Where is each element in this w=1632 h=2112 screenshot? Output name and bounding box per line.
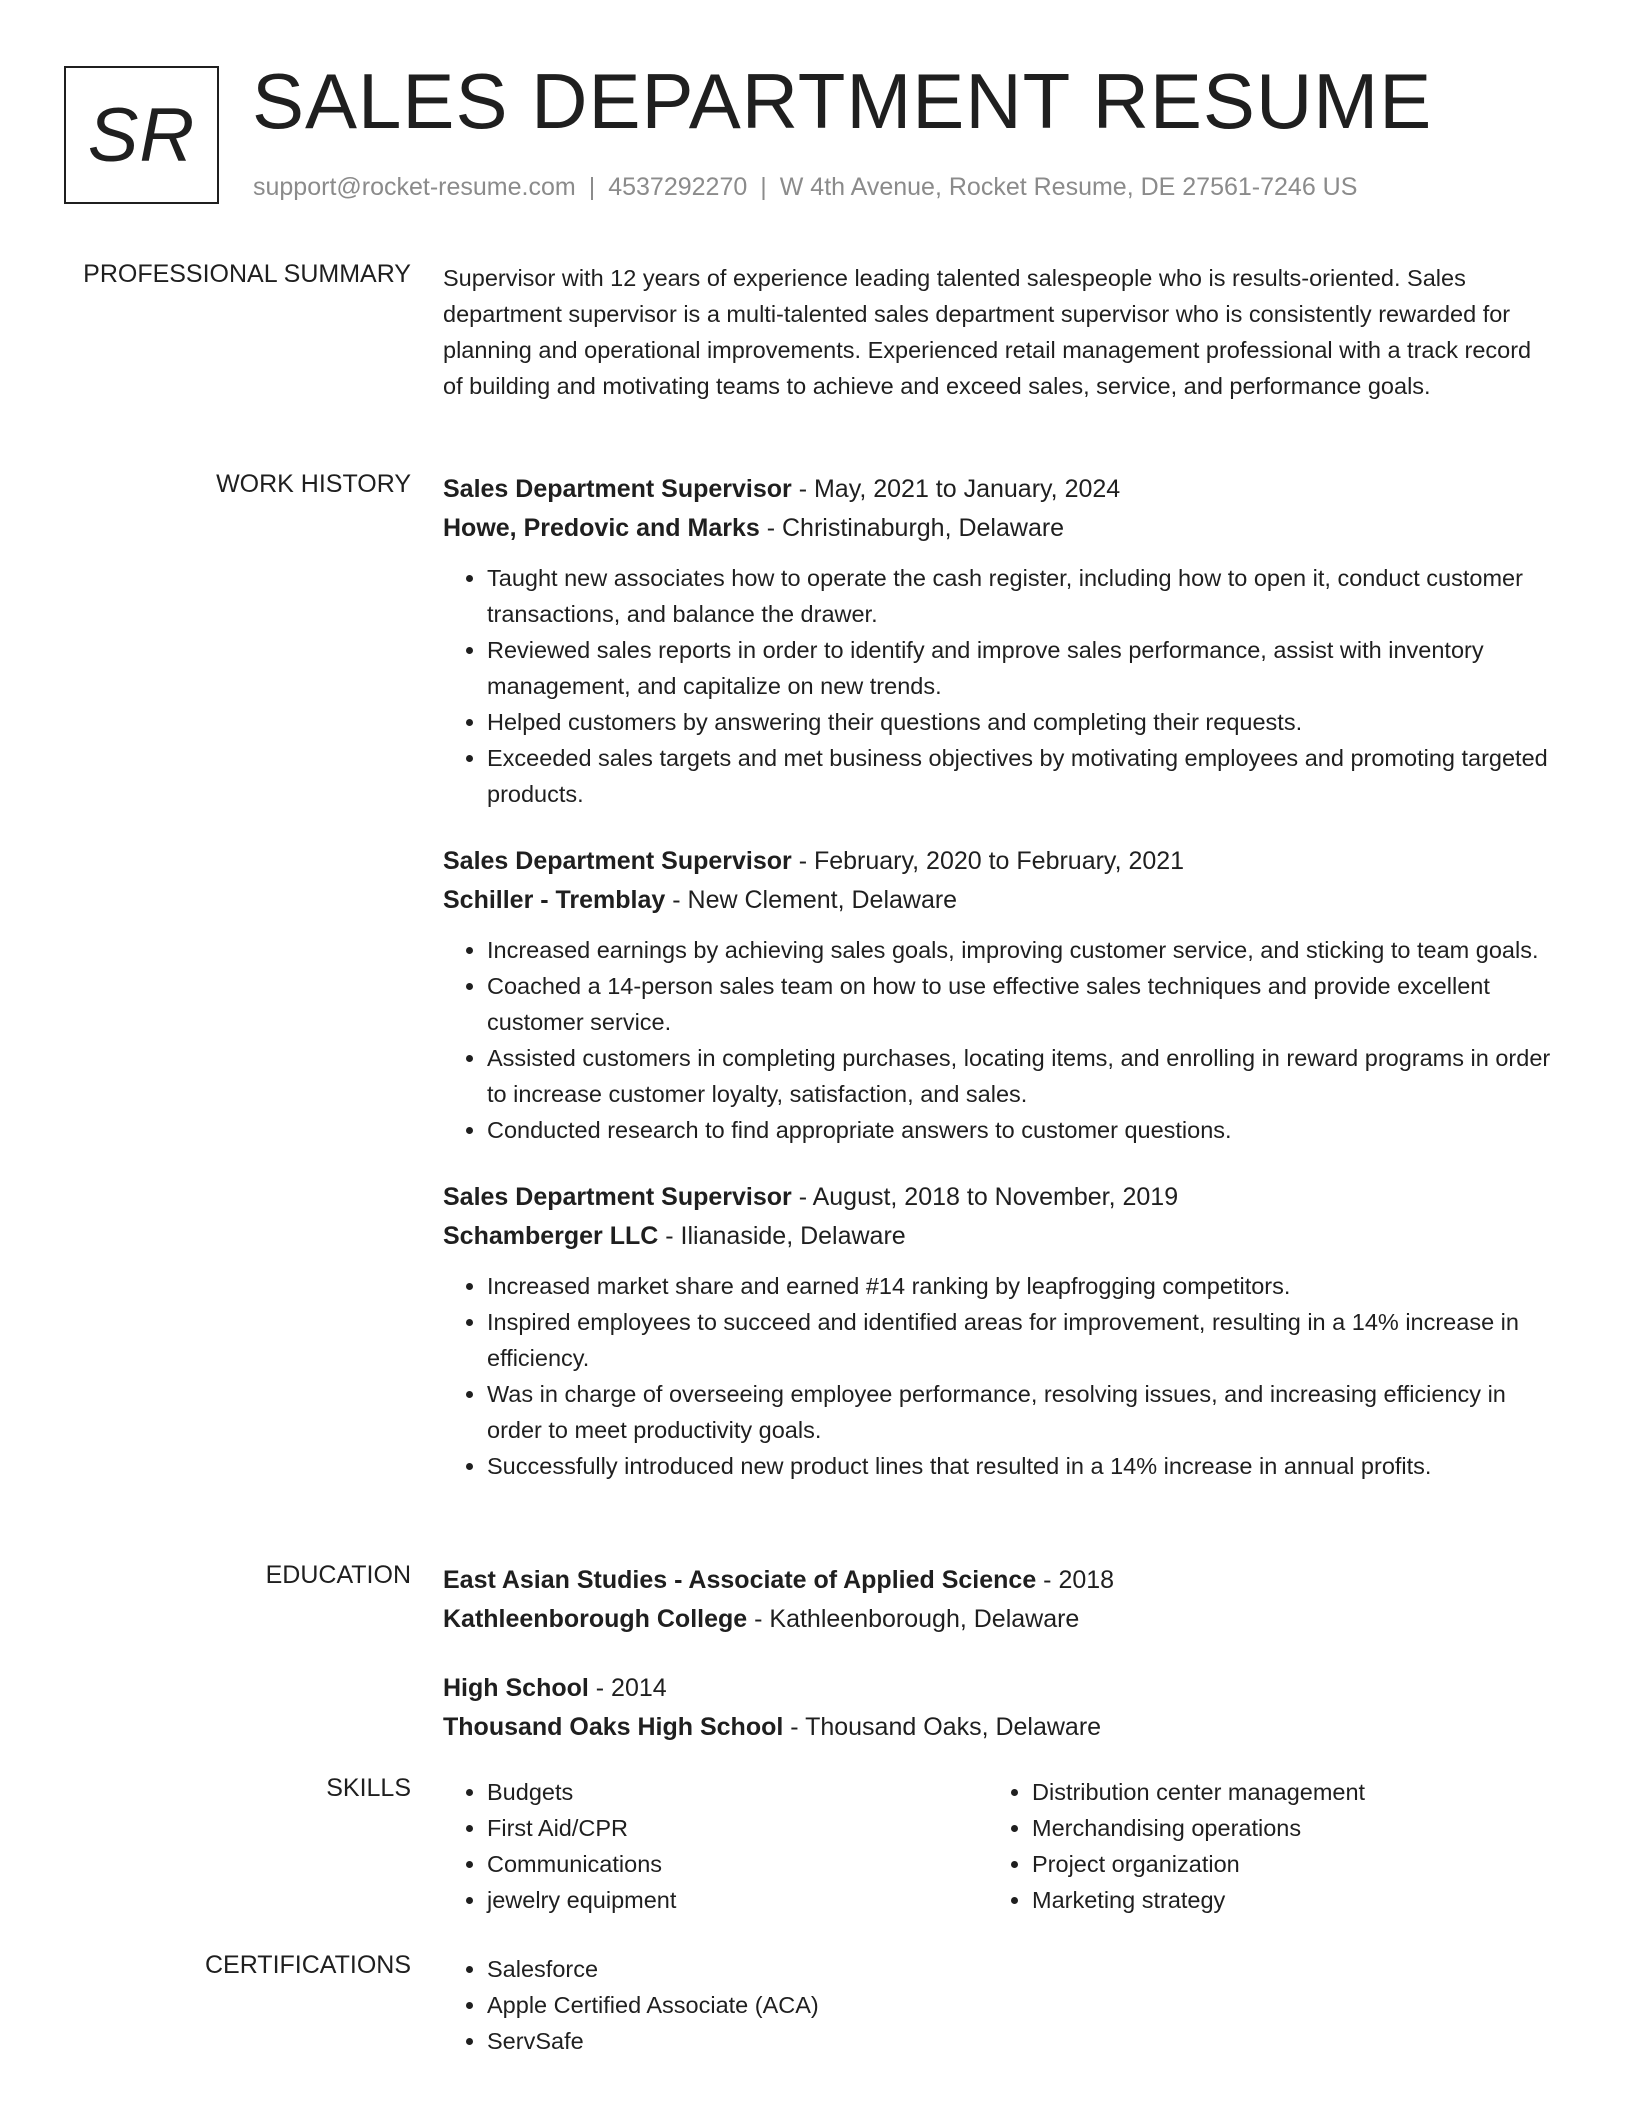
job-dates: - May, 2021 to January, 2024: [791, 475, 1121, 503]
job-company: Schiller - Tremblay: [443, 886, 666, 914]
summary-text: Supervisor with 12 years of experience leading talented salespeople who is results-oriented. Sales department supervisor is a multi-talented sales department supervisor who is consistently rewarded for planning and operational improvements. Experienced retail management professional with a track record of building and motivating teams to achieve and exceed sales, service, and performance goals.: [443, 265, 1532, 399]
skills-column-left: [443, 1774, 988, 1918]
skill-item: • Budgets: [487, 1774, 988, 1810]
job-bullet: • Increased market share and earned #14 ranking by leapfrogging competitors.: [487, 1268, 1553, 1304]
skill-item: • Distribution center management: [1032, 1774, 1533, 1810]
skill-item: • Project organization: [1032, 1846, 1533, 1882]
job-entry: [443, 842, 1553, 1148]
education-entry: [443, 1561, 1553, 1639]
education-school: Thousand Oaks High School: [443, 1713, 784, 1741]
job-bullet: • Inspired employees to succeed and identified areas for improvement, resulting in a 14% increase in efficiency.: [487, 1304, 1553, 1376]
certification-item: • Apple Certified Associate (ACA): [487, 1987, 988, 2023]
contact-phone[interactable]: 4537292270: [608, 173, 748, 201]
education-degree: East Asian Studies - Associate of Applied Science: [443, 1566, 1037, 1594]
education-year: - 2018: [1036, 1566, 1115, 1594]
section-label-certifications: CERTIFICATIONS: [204, 1951, 411, 1979]
contact-separator: |: [760, 173, 767, 201]
job-bullet: • Was in charge of overseeing employee performance, resolving issues, and increasing efficiency in order to meet productivity goals.: [487, 1376, 1553, 1448]
education-year: - 2014: [588, 1674, 667, 1702]
job-bullet: • Helped customers by answering their questions and completing their requests.: [487, 704, 1553, 740]
job-bullet: • Conducted research to find appropriate answers to customer questions.: [487, 1112, 1553, 1148]
resume-title: SALES DEPARTMENT RESUME: [252, 57, 1433, 145]
job-entry: [443, 1178, 1553, 1484]
section-label-work-history: WORK HISTORY: [216, 470, 411, 498]
job-bullet: • Taught new associates how to operate the cash register, including how to open it, conduct customer transactions, and balance the drawer.: [487, 560, 1553, 632]
job-location: - Christinaburgh, Delaware: [759, 514, 1065, 542]
job-bullet: • Assisted customers in completing purchases, locating items, and enrolling in reward programs in order to increase customer loyalty, satisfaction, and sales.: [487, 1040, 1553, 1112]
job-bullet: • Exceeded sales targets and met business objectives by motivating employees and promoting targeted products.: [487, 740, 1553, 812]
contact-separator: |: [588, 173, 596, 201]
section-label-summary: PROFESSIONAL SUMMARY: [83, 260, 411, 288]
certification-item: • Salesforce: [487, 1951, 988, 1987]
job-bullet: • Increased earnings by achieving sales goals, improving customer service, and sticking to team goals.: [487, 932, 1553, 968]
job-entry: [443, 470, 1553, 812]
job-bullets: [443, 1268, 1553, 1484]
education-entry: [443, 1669, 1553, 1747]
section-label-skills: SKILLS: [326, 1774, 411, 1802]
job-bullet: • Reviewed sales reports in order to identify and improve sales performance, assist with inventory management, and capitalize on new trends.: [487, 632, 1553, 704]
contact-address: W 4th Avenue, Rocket Resume, DE 27561-7246 US: [779, 173, 1358, 201]
monogram-badge: SR: [64, 66, 219, 204]
job-title: Sales Department Supervisor: [443, 1183, 792, 1211]
education-school: Kathleenborough College: [443, 1605, 748, 1633]
job-location: - Ilianaside, Delaware: [658, 1222, 906, 1250]
education-degree: High School: [443, 1674, 589, 1702]
section-label-education: EDUCATION: [265, 1561, 411, 1589]
job-title: Sales Department Supervisor: [443, 475, 792, 503]
job-title: Sales Department Supervisor: [443, 847, 792, 875]
certification-item: • ServSafe: [487, 2023, 988, 2059]
certifications-list-wrapper: [443, 1951, 1553, 2059]
education-location: - Kathleenborough, Delaware: [747, 1605, 1080, 1633]
contact-email[interactable]: support@rocket-resume.com: [253, 173, 576, 201]
skill-item: • Marketing strategy: [1032, 1882, 1533, 1918]
job-company: Schamberger LLC: [443, 1222, 659, 1250]
skill-item: • Communications: [487, 1846, 988, 1882]
skill-item: • Merchandising operations: [1032, 1810, 1533, 1846]
skills-column-right: [988, 1774, 1533, 1918]
skills-grid: [443, 1774, 1553, 1918]
job-bullet: • Coached a 14-person sales team on how to use effective sales techniques and provide excellent customer service.: [487, 968, 1553, 1040]
job-bullets: [443, 932, 1553, 1148]
certifications-list: [443, 1951, 988, 2059]
job-company: Howe, Predovic and Marks: [443, 514, 760, 542]
skill-item: • jewelry equipment: [487, 1882, 988, 1918]
job-bullets: [443, 560, 1553, 812]
contact-line: [253, 173, 1357, 202]
job-dates: - August, 2018 to November, 2019: [791, 1183, 1179, 1211]
job-location: - New Clement, Delaware: [665, 886, 958, 914]
job-bullet: • Successfully introduced new product lines that resulted in a 14% increase in annual profits.: [487, 1448, 1553, 1484]
job-dates: - February, 2020 to February, 2021: [791, 847, 1185, 875]
education-location: - Thousand Oaks, Delaware: [783, 1713, 1102, 1741]
skill-item: • First Aid/CPR: [487, 1810, 988, 1846]
